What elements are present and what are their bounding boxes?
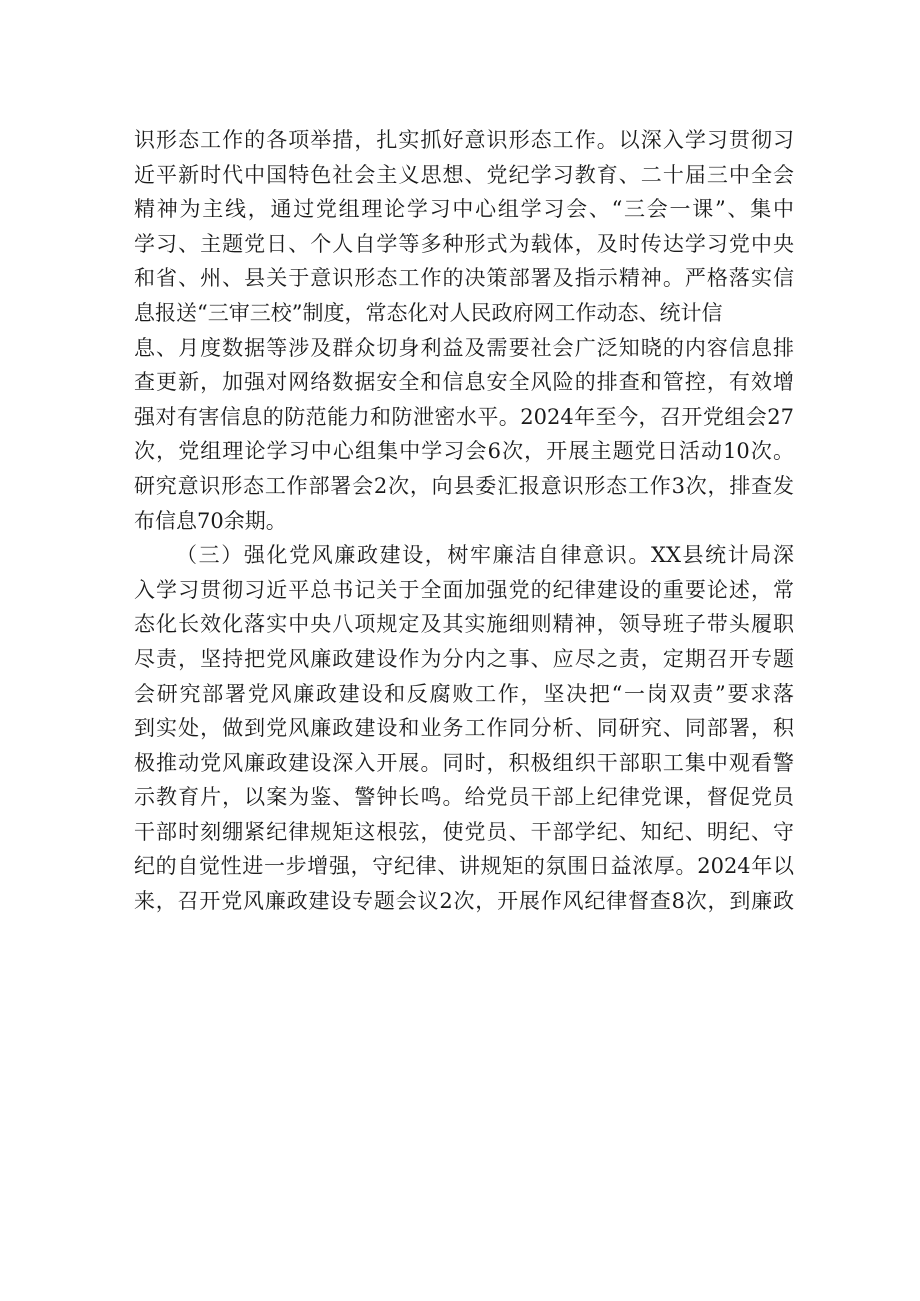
text-line: 到实处，做到党风廉政建设和业务工作同分析、同研究、同部署，积 (134, 716, 794, 741)
text-line: 学习、主题党日、个人自学等多种形式为载体，及时传达学习党中央 (134, 231, 794, 256)
text-line: 尽责，坚持把党风廉政建设作为分内之事、应尽之责，定期召开专题 (134, 646, 794, 671)
text-line: 布信息70余期。 (134, 508, 287, 533)
text-line: 次，党组理论学习中心组集中学习会6次，开展主题党日活动10次。 (134, 439, 794, 464)
text-line: 查更新，加强对网络数据安全和信息安全风险的排查和管控，有效增 (134, 370, 794, 395)
text-line: 示教育片，以案为鉴、警钟长鸣。给党员干部上纪律党课，督促党员 (134, 785, 794, 810)
paragraph-integrity-building (134, 538, 794, 919)
text-line: 态化长效化落实中央八项规定及其实施细则精神，领导班子带头履职 (134, 612, 794, 637)
text-line: 来，召开党风廉政建设专题会议2次，开展作风纪律督查8次，到廉政 (134, 889, 794, 914)
text-line: 会研究部署党风廉政建设和反腐败工作，坚决把“一岗双责”要求落 (134, 681, 794, 706)
paragraph-ideology-work (134, 123, 794, 538)
text-line: 近平新时代中国特色社会主义思想、党纪学习教育、二十届三中全会 (134, 162, 794, 187)
text-line: 入学习贯彻习近平总书记关于全面加强党的纪律建设的重要论述，常 (134, 577, 794, 602)
section-heading-line: （三）强化党风廉政建设，树牢廉洁自律意识。XX县统计局深 (176, 543, 794, 568)
text-line: 干部时刻绷紧纪律规矩这根弦，使党员、干部学纪、知纪、明纪、守 (134, 819, 794, 844)
text-line: 精神为主线，通过党组理论学习中心组学习会、“三会一课”、集中 (134, 197, 794, 222)
text-line: 识形态工作的各项举措，扎实抓好意识形态工作。以深入学习贯彻习 (134, 128, 794, 152)
text-line: 和省、州、县关于意识形态工作的决策部署及指示精神。严格落实信 (134, 266, 794, 291)
text-line: 息、月度数据等涉及群众切身利益及需要社会广泛知晓的内容信息排 (134, 335, 794, 360)
text-line: 研究意识形态工作部署会2次，向县委汇报意识形态工作3次，排查发 (134, 473, 794, 498)
text-line: 息报送“三审三校”制度，常态化对人民政府网工作动态、统计信 (134, 300, 723, 325)
document-body (134, 123, 794, 919)
text-line: 强对有害信息的防范能力和防泄密水平。2024年至今，召开党组会27 (134, 404, 794, 429)
text-line: 纪的自觉性进一步增强，守纪律、讲规矩的氛围日益浓厚。2024年以 (134, 854, 794, 879)
text-line: 极推动党风廉政建设深入开展。同时，积极组织干部职工集中观看警 (134, 750, 794, 775)
